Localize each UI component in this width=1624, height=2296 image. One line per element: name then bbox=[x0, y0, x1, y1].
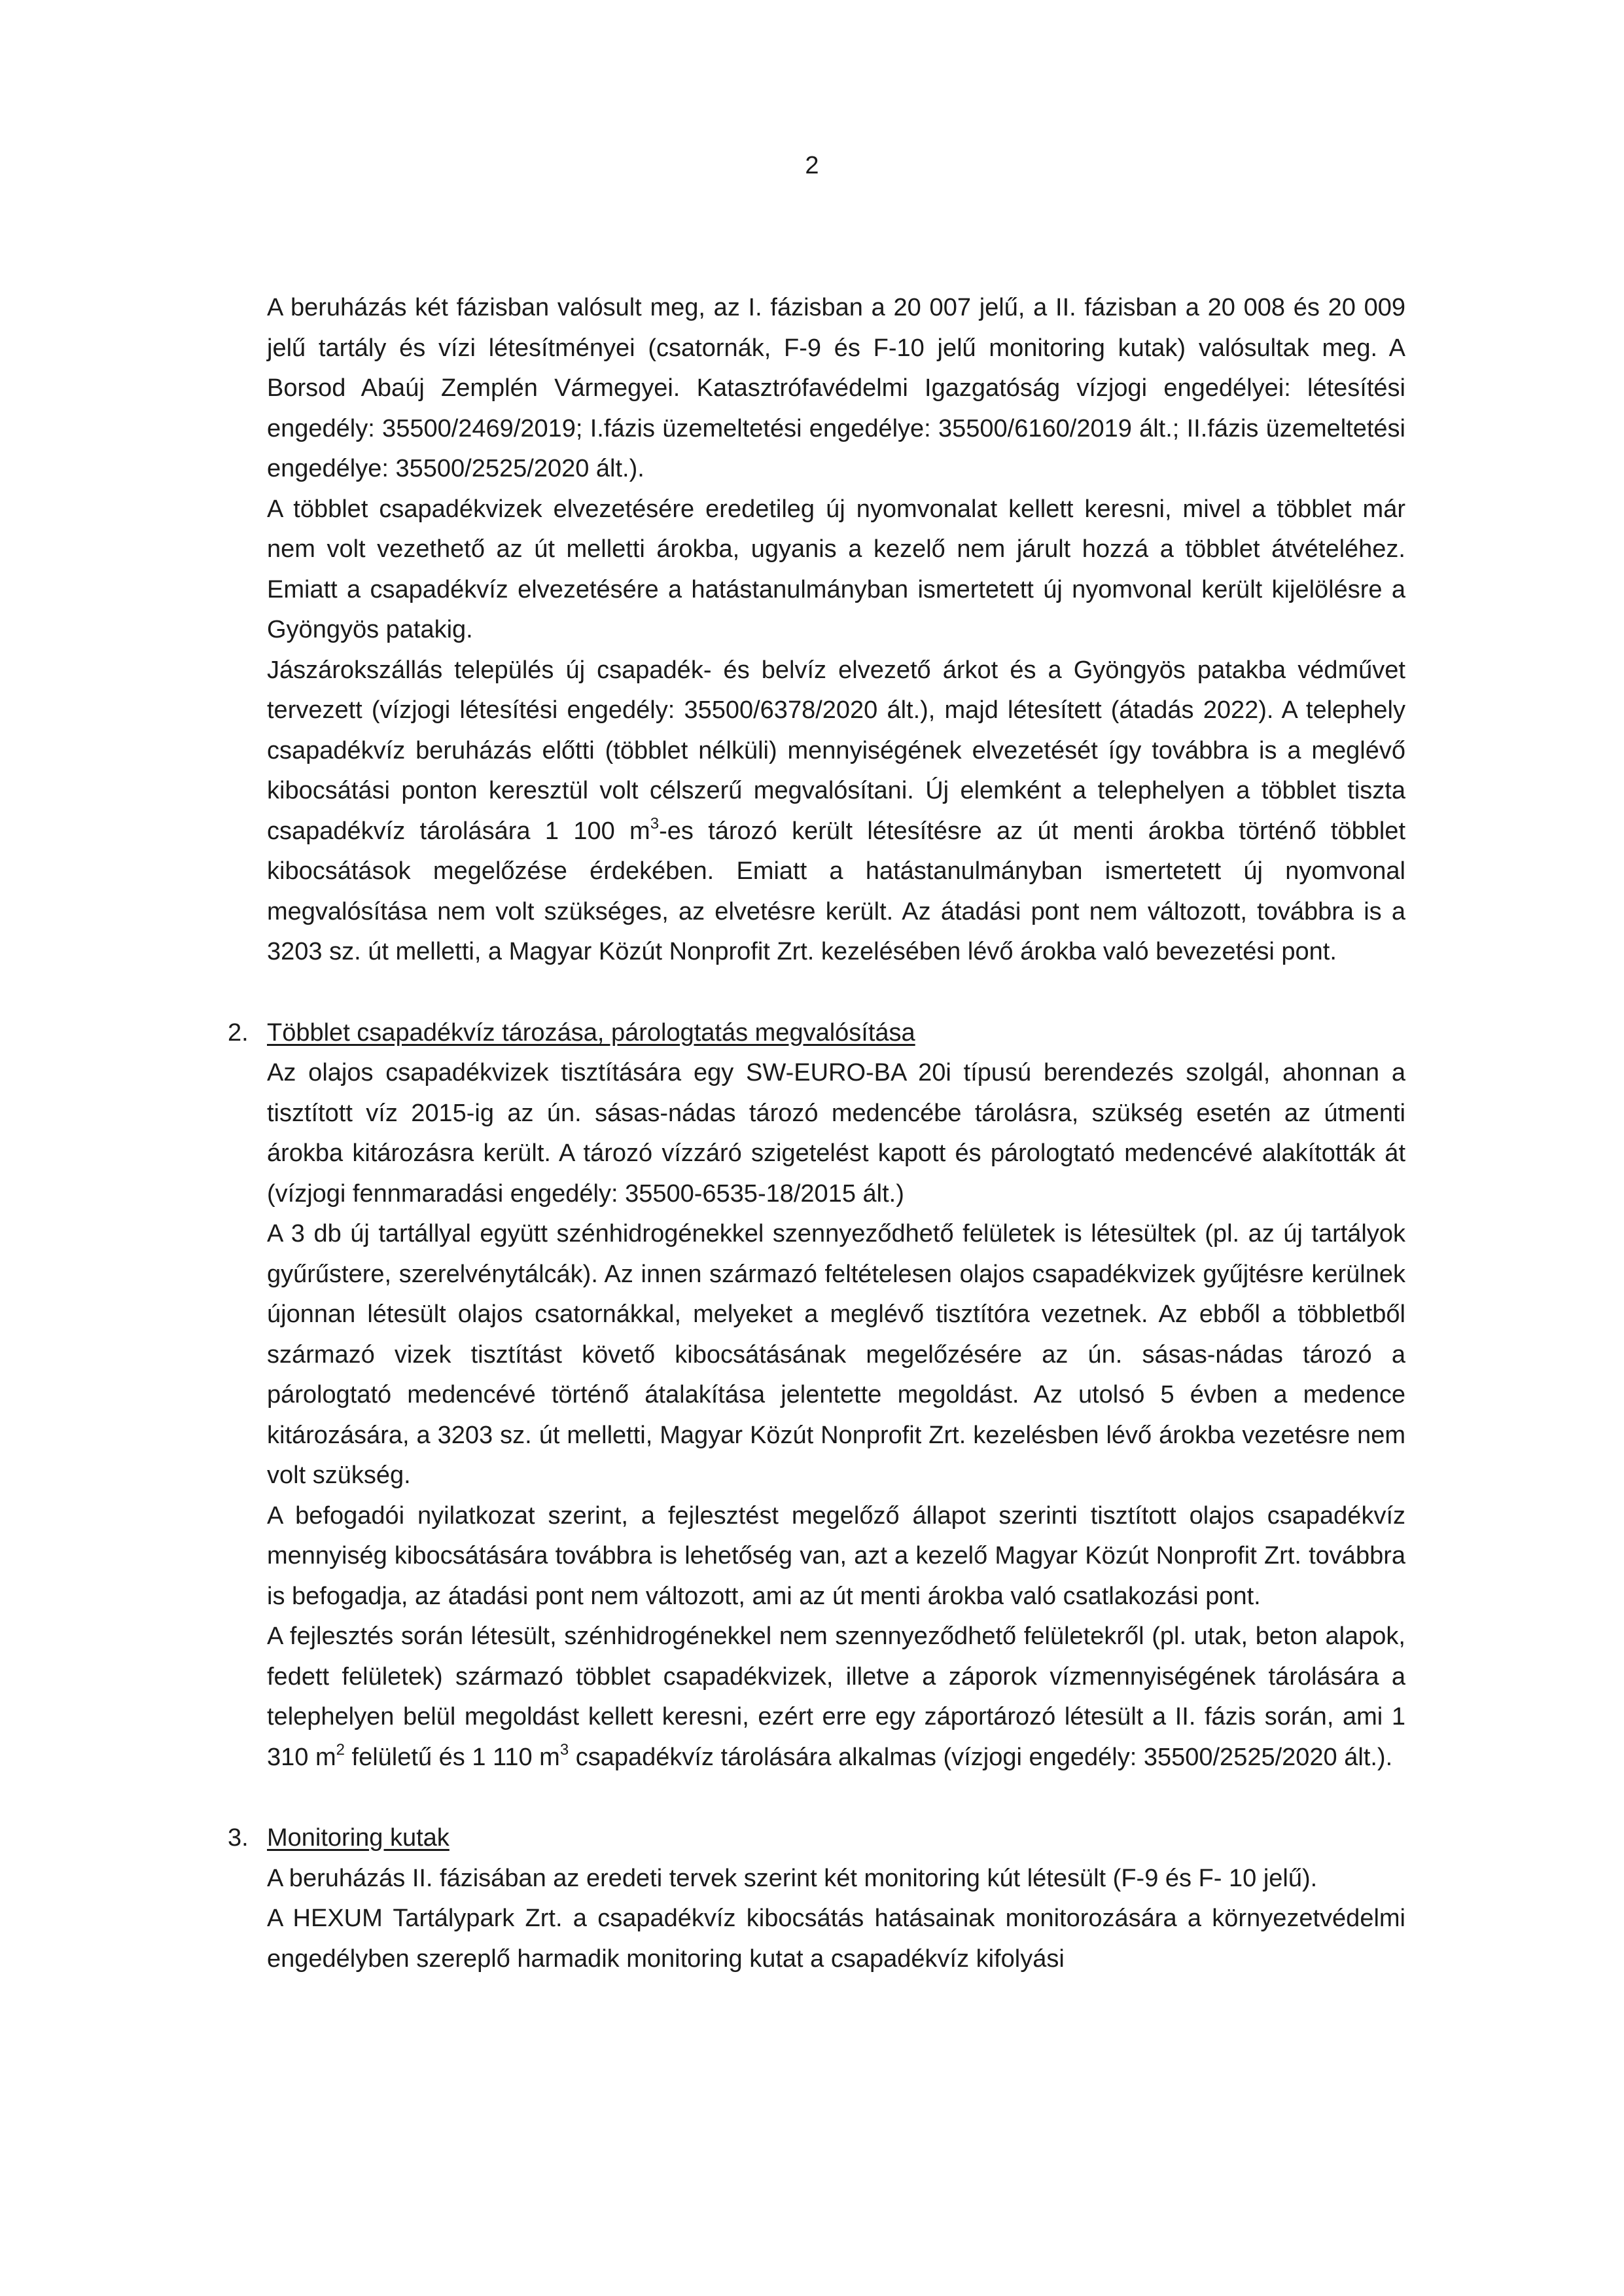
section-2 bbox=[228, 1013, 1405, 1778]
document-body bbox=[228, 288, 1406, 1979]
section-heading bbox=[228, 1818, 1405, 1859]
intro-paragraph-3: Jászárokszállás település új csapadék- és belvíz elvezető árkot és a Gyöngyös patakba védművet tervezett (vízjogi létesítési engedély: 35500/6378/2020 ált.), majd létesített (átadás 2022). A telephely csapadékvíz beruházás előtti (többlet nélküli) mennyiségének elvezetését így továbbra is a meglévő kibocsátási ponton keresztül volt célszerű megvalósítani. Új elemként a telephelyen a többlet tiszta csapadékvíz tárolására 1 100 $m^3-es$ tározó került létesítésre az út menti árokba történő többlet kibocsátások megelőzése érdekében. Emiatt a hatástanulmányban ismertetett új nyomvonal megvalósítása nem volt szükséges, az elvetésre került. Az átadási pont nem változott, továbbra is a 3203 sz. út melletti, a Magyar Közút Nonprofit Zrt. kezelésében lévő árokba való bevezetési pont. bbox=[267, 656, 1406, 965]
section-paragraph: A 3 db új tartállyal együtt szénhidrogénekkel szennyeződhető felületek is létesültek (pl. az új tartályok gyűrűstere, szerelvénytálcák). Az innen származó feltételesen olajos csapadékvizek gyűjtésre kerülnek újonnan létesült olajos csatornákkal, melyeket a meglévő tisztítóra vezetnek. Az ebből a többletből származó vizek tisztítást követő kibocsátásának megelőzésére az ún. sásas-nádas tározó a párologtató medencévé történő átalakítása jelentette megoldást. Az utolsó 5 évben a medence kitározására, a 3203 sz. út melletti, Magyar Közút Nonprofit Zrt. kezelésben lévő árokba vezetésre nem volt szükség. bbox=[267, 1220, 1405, 1489]
section-paragraph: A befogadói nyilatkozat szerint, a fejlesztést megelőző állapot szerinti tisztított olajos csapadékvíz mennyiség kibocsátására továbbra is lehetőség van, azt a kezelő Magyar Közút Nonprofit Zrt. továbbra is befogadja, az átadási pont nem változott, ami az út menti árokba való csatlakozási pont. bbox=[267, 1501, 1405, 1610]
section-paragraph: A fejlesztés során létesült, szénhidrogénekkel nem szennyeződhető felületekről (pl. utak, beton alapok, fedett felületek) származó többlet csapadékvizek, illetve a záporok vízmennyiségének tárolására a telephelyen belül megoldást kellett keresni, ezért erre egy záportározó létesült a II. fázis során, ami 1 310 $m^2$ felületű és 1 110 $m^3$ csapadékvíz tárolására alkalmas (vízjogi engedély: 35500/2525/2020 ált.). bbox=[267, 1623, 1405, 1771]
section-paragraph: Az olajos csapadékvizek tisztítására egy SW-EURO-BA 20i típusú berendezés szolgál, ahonnan a tisztított víz 2015-ig az ún. sásas-nádas tározó medencébe tárolásra, szükség esetén az útmenti árokba kitározásra került. A tározó vízzáró szigetelést kapott és párologtató medencévé alakították át (vízjogi fennmaradási engedély: 35500-6535-18/2015 ált.) bbox=[267, 1059, 1405, 1208]
section-number: 2. bbox=[228, 1018, 249, 1047]
section-number: 3. bbox=[228, 1824, 249, 1852]
intro-paragraph-2: A többlet csapadékvizek elvezetésére eredetileg új nyomvonalat kellett keresni, mivel a többlet már nem volt vezethető az út melletti árokba, ugyanis a kezelő nem járult hozzá a többlet átvételéhez. Emiatt a csapadékvíz elvezetésére a hatástanulmányban ismertetett új nyomvonal került kijelölésre a Gyöngyös patakig. bbox=[267, 495, 1405, 643]
section-paragraph: A HEXUM Tartálypark Zrt. a csapadékvíz kibocsátás hatásainak monitorozására a környezetvédelmi engedélyben szereplő harmadik monitoring kutat a csapadékvíz kifolyási bbox=[267, 1905, 1405, 1973]
section-title: Monitoring kutak bbox=[267, 1824, 450, 1852]
section-paragraph: A beruházás II. fázisában az eredeti tervek szerint két monitoring kút létesült (F-9 és F- 10 jelű). bbox=[267, 1864, 1318, 1892]
section-title: Többlet csapadékvíz tározása, párologtatás megvalósítása bbox=[267, 1018, 915, 1047]
page-number: 2 bbox=[805, 152, 819, 179]
section-3 bbox=[228, 1818, 1405, 1979]
section-heading bbox=[228, 1013, 1405, 1054]
intro-paragraph-1: A beruházás két fázisban valósult meg, az I. fázisban a 20 007 jelű, a II. fázisban a 20 008 és 20 009 jelű tartály és vízi létesítményei (csatornák, F-9 és F-10 jelű monitoring kutak) valósultak meg. A Borsod Abaúj Zemplén Vármegyei. Katasztrófavédelmi Igazgatóság vízjogi engedélyei: létesítési engedély: 35500/2469/2019; I.fázis üzemeltetési engedélye: 35500/6160/2019 ált.; II.fázis üzemeltetési engedélye: 35500/2525/2020 ált.). bbox=[267, 294, 1405, 482]
